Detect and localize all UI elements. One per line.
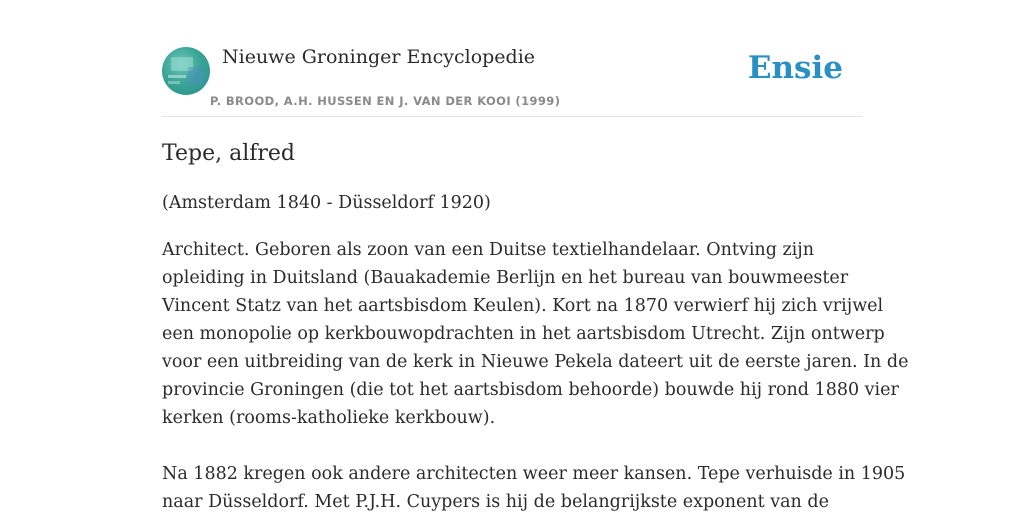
paragraph-line: voor een uitbreiding van de kerk in Nieuwe Pekela dateert uit de eerste jaren. In de (162, 352, 909, 372)
book-title-link[interactable]: Nieuwe Groninger Encyclopedie (222, 46, 536, 68)
book-header (162, 40, 862, 117)
entry-title: Tepe, alfred (162, 141, 295, 166)
entry-subtitle: (Amsterdam 1840 - Düsseldorf 1920) (162, 193, 491, 213)
entry-paragraph (162, 236, 909, 432)
book-cover-icon[interactable] (162, 47, 210, 95)
entry-paragraph (162, 460, 906, 512)
paragraph-line: opleiding in Duitsland (Bauakademie Berlijn en het bureau van bouwmeester (162, 268, 849, 288)
book-authors: P. BROOD, A.H. HUSSEN EN J. VAN DER KOOI (1999) (210, 94, 561, 108)
paragraph-line: provincie Groningen (die tot het aartsbisdom behoorde) bouwde hij rond 1880 vier (162, 380, 899, 400)
paragraph-line: naar Düsseldorf. Met P.J.H. Cuypers is hij de belangrijkste exponent van de (162, 492, 829, 512)
paragraph-line: Architect. Geboren als zoon van een Duitse textielhandelaar. Ontving zijn (162, 240, 814, 260)
paragraph-line: Na 1882 kregen ook andere architecten weer meer kansen. Tepe verhuisde in 1905 (162, 464, 906, 484)
ensie-logo-link[interactable]: Ensie (747, 50, 843, 86)
entry-content (162, 138, 909, 512)
paragraph-line: Vincent Statz van het aartsbisdom Keulen). Kort na 1870 verwierf hij zich vrijwel (162, 296, 884, 316)
paragraph-line: kerken (rooms-katholieke kerkbouw). (162, 408, 496, 428)
paragraph-line: een monopolie op kerkbouwopdrachten in het aartsbisdom Utrecht. Zijn ontwerp (162, 324, 885, 344)
